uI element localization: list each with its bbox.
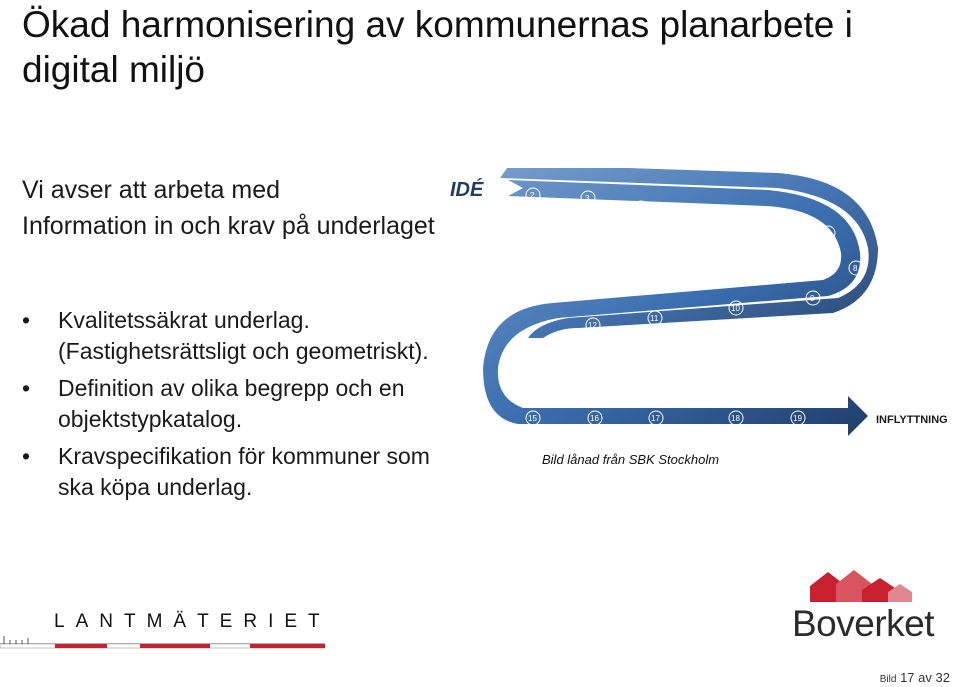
step-3: 3 <box>585 194 590 203</box>
slide-number <box>880 670 950 685</box>
step-11: 11 <box>650 314 659 323</box>
slide-title: Ökad harmonisering av kommunernas planarbete i digital miljö <box>22 4 853 90</box>
step-8: 8 <box>853 264 858 273</box>
slide-number-separator: av <box>918 670 932 685</box>
step-7: 7 <box>825 229 830 238</box>
slide-number-current: 17 <box>900 670 915 685</box>
intro-text <box>22 172 462 244</box>
step-19: 19 <box>793 414 802 423</box>
step-6: 6 <box>778 219 783 228</box>
lantmateriet-wordmark: LANTMÄTERIET <box>54 611 331 632</box>
bullet-list <box>22 305 462 509</box>
step-14: 14 <box>501 372 510 381</box>
step-12: 12 <box>588 321 597 330</box>
step-9: 9 <box>810 294 815 303</box>
bullet-item: • Kravspecifikation för kommuner som ska köpa underlag. <box>22 441 462 503</box>
figure-caption: Bild lånad från SBK Stockholm <box>542 452 720 467</box>
step-4: 4 <box>638 204 643 213</box>
boverket-wordmark: Boverket <box>792 603 935 644</box>
process-road-figure <box>448 168 960 453</box>
step-15: 15 <box>528 414 537 423</box>
figure-end-label: INFLYTTNING <box>876 414 948 426</box>
step-18: 18 <box>731 414 740 423</box>
step-16: 16 <box>590 414 599 423</box>
figure-start-label: IDÉ <box>450 179 484 201</box>
step-5: 5 <box>725 212 730 221</box>
slide-number-total: 32 <box>935 670 950 685</box>
step-17: 17 <box>651 414 660 423</box>
slide-number-label: Bild <box>879 674 897 685</box>
step-10: 10 <box>731 304 740 313</box>
step-2: 2 <box>530 191 535 200</box>
intro-line-1: Vi avser att arbeta med <box>22 176 281 204</box>
intro-line-2: Information in och krav på underlaget <box>22 212 435 240</box>
bullet-item: • Kvalitetssäkrat underlag. (Fastighetsrättsligt och geometriskt). <box>22 305 462 367</box>
bullet-item: • Definition av olika begrepp och en objektstypkatalog. <box>22 373 462 435</box>
